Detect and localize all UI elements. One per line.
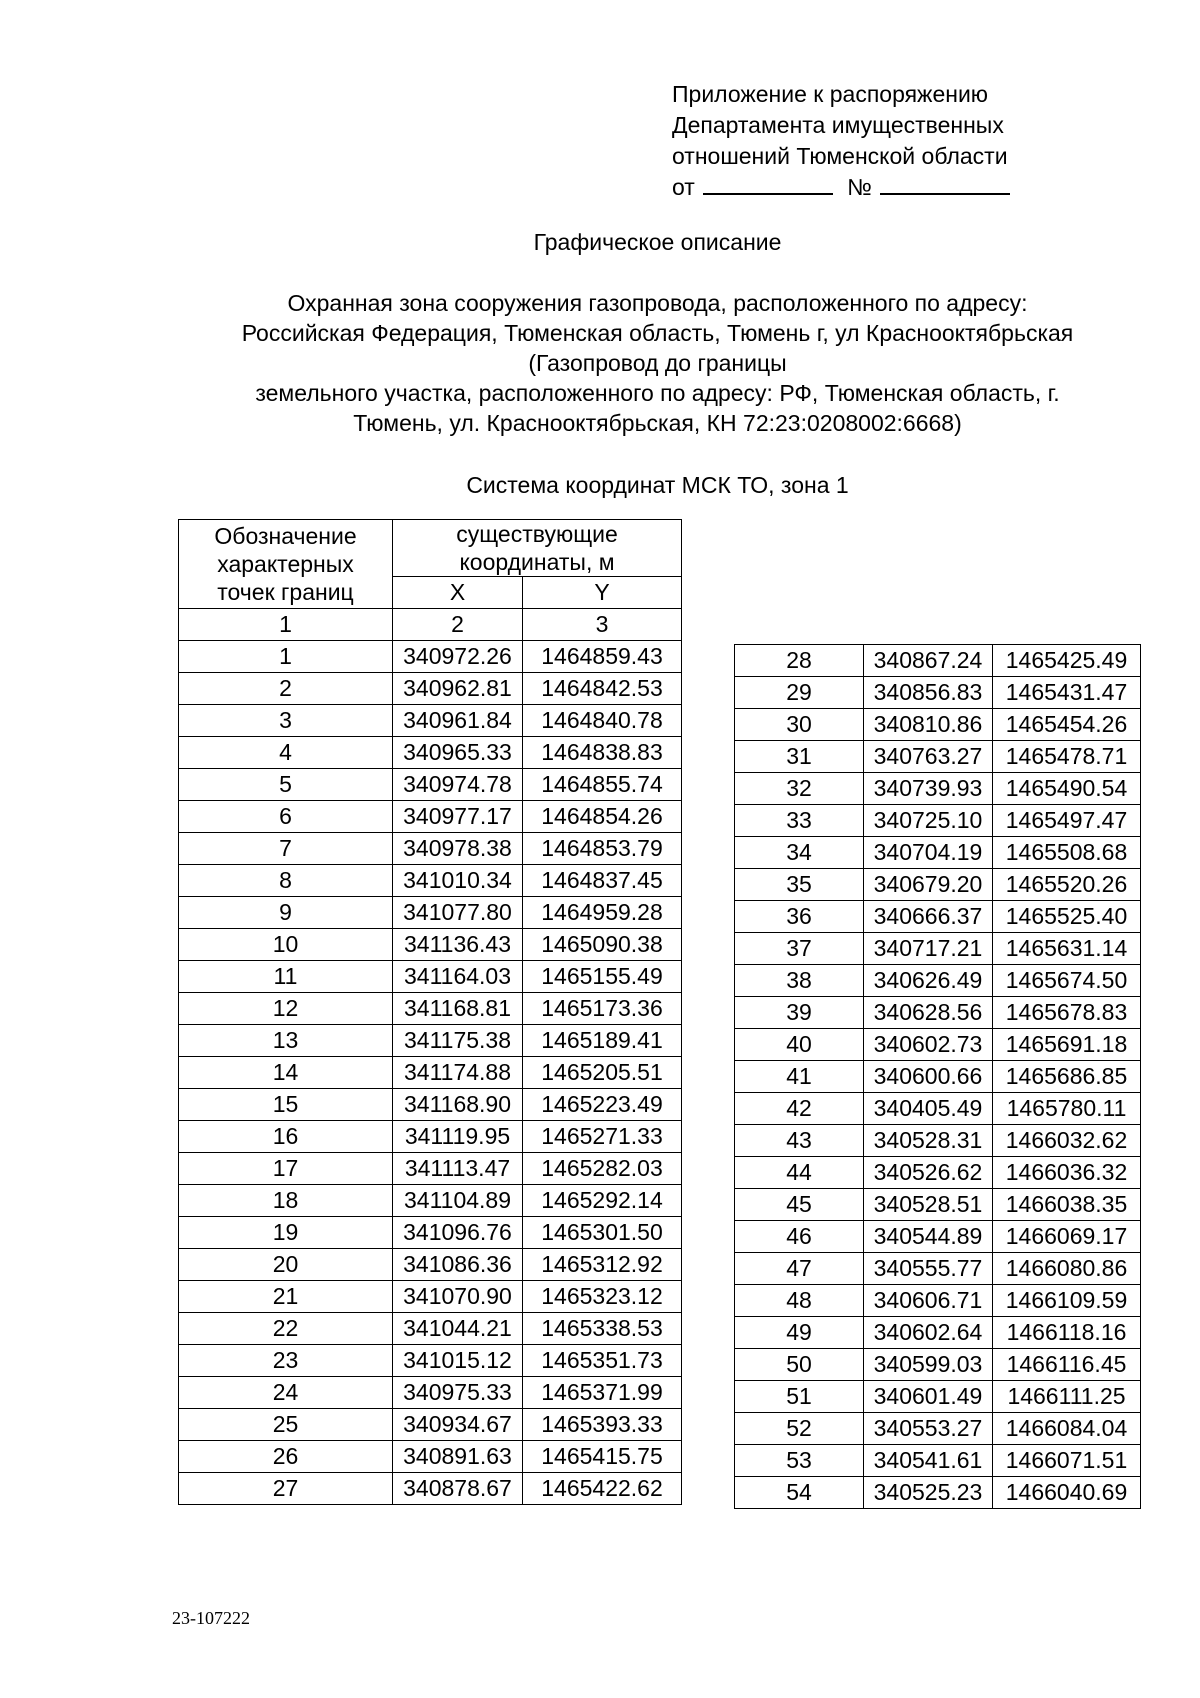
point-number-cell: 26 xyxy=(179,1441,393,1473)
y-coordinate-cell: 1465525.40 xyxy=(993,901,1141,933)
point-number-cell: 45 xyxy=(735,1189,864,1221)
header-existing-coordinates xyxy=(393,520,682,577)
y-coordinate-cell: 1464842.53 xyxy=(523,673,682,705)
y-coordinate-cell: 1465205.51 xyxy=(523,1057,682,1089)
x-coordinate-cell: 340541.61 xyxy=(864,1445,993,1477)
table-row xyxy=(179,641,682,673)
point-number-cell: 12 xyxy=(179,993,393,1025)
y-coordinate-cell: 1465338.53 xyxy=(523,1313,682,1345)
point-number-cell: 31 xyxy=(735,741,864,773)
y-coordinate-cell: 1465674.50 xyxy=(993,965,1141,997)
table-row xyxy=(735,1317,1141,1349)
date-blank xyxy=(703,173,833,195)
column-number: 1 xyxy=(179,609,393,641)
point-number-cell: 50 xyxy=(735,1349,864,1381)
point-number-cell: 22 xyxy=(179,1313,393,1345)
x-coordinate-cell: 340856.83 xyxy=(864,677,993,709)
x-coordinate-cell: 340679.20 xyxy=(864,869,993,901)
point-number-cell: 29 xyxy=(735,677,864,709)
y-coordinate-cell: 1465312.92 xyxy=(523,1249,682,1281)
y-coordinate-cell: 1465431.47 xyxy=(993,677,1141,709)
number-label: № xyxy=(847,174,872,200)
x-coordinate-cell: 340717.21 xyxy=(864,933,993,965)
point-number-cell: 42 xyxy=(735,1093,864,1125)
table-row xyxy=(735,1125,1141,1157)
x-coordinate-cell: 341010.34 xyxy=(393,865,523,897)
table-row xyxy=(735,709,1141,741)
appendix-line: Приложение к распоряжению xyxy=(672,81,989,107)
x-coordinate-cell: 340739.93 xyxy=(864,773,993,805)
y-coordinate-cell: 1465415.75 xyxy=(523,1441,682,1473)
header-text-line: точек границ xyxy=(217,579,354,605)
header-x: X xyxy=(393,577,523,609)
y-coordinate-cell: 1464859.43 xyxy=(523,641,682,673)
x-coordinate-cell: 340602.64 xyxy=(864,1317,993,1349)
y-coordinate-cell: 1465691.18 xyxy=(993,1029,1141,1061)
point-number-cell: 52 xyxy=(735,1413,864,1445)
point-number-cell: 37 xyxy=(735,933,864,965)
x-coordinate-cell: 340867.24 xyxy=(864,645,993,677)
x-coordinate-cell: 340978.38 xyxy=(393,833,523,865)
appendix-line: отношений Тюменской области xyxy=(672,143,1008,169)
x-coordinate-cell: 340526.62 xyxy=(864,1157,993,1189)
y-coordinate-cell: 1466080.86 xyxy=(993,1253,1141,1285)
y-coordinate-cell: 1465520.26 xyxy=(993,869,1141,901)
table-row xyxy=(179,993,682,1025)
table-row xyxy=(735,645,1141,677)
y-coordinate-cell: 1464855.74 xyxy=(523,769,682,801)
table-row xyxy=(735,1189,1141,1221)
x-coordinate-cell: 340725.10 xyxy=(864,805,993,837)
point-number-cell: 14 xyxy=(179,1057,393,1089)
x-coordinate-cell: 341119.95 xyxy=(393,1121,523,1153)
subject-block xyxy=(170,288,1145,438)
y-coordinate-cell: 1465686.85 xyxy=(993,1061,1141,1093)
table-row xyxy=(179,1473,682,1505)
x-coordinate-cell: 340606.71 xyxy=(864,1285,993,1317)
y-coordinate-cell: 1464854.26 xyxy=(523,801,682,833)
x-coordinate-cell: 340965.33 xyxy=(393,737,523,769)
x-coordinate-cell: 341168.90 xyxy=(393,1089,523,1121)
table-row xyxy=(735,901,1141,933)
y-coordinate-cell: 1465490.54 xyxy=(993,773,1141,805)
x-coordinate-cell: 341174.88 xyxy=(393,1057,523,1089)
point-number-cell: 21 xyxy=(179,1281,393,1313)
x-coordinate-cell: 341113.47 xyxy=(393,1153,523,1185)
point-number-cell: 53 xyxy=(735,1445,864,1477)
number-blank xyxy=(880,173,1010,195)
x-coordinate-cell: 341175.38 xyxy=(393,1025,523,1057)
point-number-cell: 5 xyxy=(179,769,393,801)
point-number-cell: 25 xyxy=(179,1409,393,1441)
point-number-cell: 13 xyxy=(179,1025,393,1057)
y-coordinate-cell: 1465223.49 xyxy=(523,1089,682,1121)
x-coordinate-cell: 341044.21 xyxy=(393,1313,523,1345)
point-number-cell: 49 xyxy=(735,1317,864,1349)
x-coordinate-cell: 340974.78 xyxy=(393,769,523,801)
point-number-cell: 15 xyxy=(179,1089,393,1121)
x-coordinate-cell: 340810.86 xyxy=(864,709,993,741)
table-row xyxy=(735,1221,1141,1253)
point-number-cell: 7 xyxy=(179,833,393,865)
point-number-cell: 54 xyxy=(735,1477,864,1509)
point-number-cell: 38 xyxy=(735,965,864,997)
x-coordinate-cell: 340666.37 xyxy=(864,901,993,933)
table-row xyxy=(735,1413,1141,1445)
header-point-designation xyxy=(179,520,393,609)
x-coordinate-cell: 340934.67 xyxy=(393,1409,523,1441)
point-number-cell: 36 xyxy=(735,901,864,933)
x-coordinate-cell: 341015.12 xyxy=(393,1345,523,1377)
table-row xyxy=(735,773,1141,805)
table-row xyxy=(179,1089,682,1121)
point-number-cell: 30 xyxy=(735,709,864,741)
document-code: 23-107222 xyxy=(172,1608,250,1628)
y-coordinate-cell: 1466111.25 xyxy=(993,1381,1141,1413)
x-coordinate-cell: 340972.26 xyxy=(393,641,523,673)
table-row xyxy=(179,1345,682,1377)
x-coordinate-cell: 341136.43 xyxy=(393,929,523,961)
table-row xyxy=(179,1057,682,1089)
x-coordinate-cell: 341104.89 xyxy=(393,1185,523,1217)
point-number-cell: 44 xyxy=(735,1157,864,1189)
y-coordinate-cell: 1465292.14 xyxy=(523,1185,682,1217)
x-coordinate-cell: 340405.49 xyxy=(864,1093,993,1125)
x-coordinate-cell: 340528.51 xyxy=(864,1189,993,1221)
point-number-cell: 10 xyxy=(179,929,393,961)
y-coordinate-cell: 1465393.33 xyxy=(523,1409,682,1441)
x-coordinate-cell: 340626.49 xyxy=(864,965,993,997)
y-coordinate-cell: 1465371.99 xyxy=(523,1377,682,1409)
point-number-cell: 28 xyxy=(735,645,864,677)
point-number-cell: 35 xyxy=(735,869,864,901)
column-number: 3 xyxy=(523,609,682,641)
subject-line: (Газопровод до границы xyxy=(528,350,787,376)
date-label: от xyxy=(672,174,695,200)
table-row xyxy=(179,961,682,993)
table-row xyxy=(179,865,682,897)
point-number-cell: 16 xyxy=(179,1121,393,1153)
y-coordinate-cell: 1465631.14 xyxy=(993,933,1141,965)
x-coordinate-cell: 341077.80 xyxy=(393,897,523,929)
table-row xyxy=(179,1441,682,1473)
y-coordinate-cell: 1464838.83 xyxy=(523,737,682,769)
x-coordinate-cell: 340602.73 xyxy=(864,1029,993,1061)
point-number-cell: 48 xyxy=(735,1285,864,1317)
y-coordinate-cell: 1465454.26 xyxy=(993,709,1141,741)
subject-line: Тюмень, ул. Краснооктябрьская, КН 72:23:0208002:6668) xyxy=(353,410,962,436)
y-coordinate-cell: 1465508.68 xyxy=(993,837,1141,869)
coordinates-table-left xyxy=(178,519,682,1505)
point-number-cell: 11 xyxy=(179,961,393,993)
y-coordinate-cell: 1465189.41 xyxy=(523,1025,682,1057)
x-coordinate-cell: 340977.17 xyxy=(393,801,523,833)
x-coordinate-cell: 340763.27 xyxy=(864,741,993,773)
y-coordinate-cell: 1465173.36 xyxy=(523,993,682,1025)
table-row xyxy=(735,741,1141,773)
table-row xyxy=(179,801,682,833)
table-row xyxy=(735,1061,1141,1093)
table-row xyxy=(735,1157,1141,1189)
point-number-cell: 46 xyxy=(735,1221,864,1253)
table-row xyxy=(179,769,682,801)
y-coordinate-cell: 1465478.71 xyxy=(993,741,1141,773)
header-text-line: координаты, м xyxy=(459,549,615,575)
x-coordinate-cell: 341096.76 xyxy=(393,1217,523,1249)
y-coordinate-cell: 1465271.33 xyxy=(523,1121,682,1153)
point-number-cell: 32 xyxy=(735,773,864,805)
x-coordinate-cell: 340600.66 xyxy=(864,1061,993,1093)
point-number-cell: 17 xyxy=(179,1153,393,1185)
x-coordinate-cell: 340544.89 xyxy=(864,1221,993,1253)
table-row xyxy=(179,673,682,705)
appendix-block xyxy=(672,79,1018,203)
y-coordinate-cell: 1465780.11 xyxy=(993,1093,1141,1125)
y-coordinate-cell: 1465155.49 xyxy=(523,961,682,993)
y-coordinate-cell: 1466071.51 xyxy=(993,1445,1141,1477)
point-number-cell: 3 xyxy=(179,705,393,737)
header-text-line: Обозначение xyxy=(214,523,357,549)
y-coordinate-cell: 1465090.38 xyxy=(523,929,682,961)
y-coordinate-cell: 1464840.78 xyxy=(523,705,682,737)
table-row xyxy=(735,1029,1141,1061)
point-number-cell: 33 xyxy=(735,805,864,837)
table-row xyxy=(179,1249,682,1281)
table-row xyxy=(735,1381,1141,1413)
point-number-cell: 39 xyxy=(735,997,864,1029)
x-coordinate-cell: 340553.27 xyxy=(864,1413,993,1445)
y-coordinate-cell: 1466069.17 xyxy=(993,1221,1141,1253)
table-row xyxy=(179,1377,682,1409)
table-row xyxy=(735,1285,1141,1317)
y-coordinate-cell: 1465497.47 xyxy=(993,805,1141,837)
x-coordinate-cell: 340528.31 xyxy=(864,1125,993,1157)
y-coordinate-cell: 1465323.12 xyxy=(523,1281,682,1313)
x-coordinate-cell: 340599.03 xyxy=(864,1349,993,1381)
y-coordinate-cell: 1466032.62 xyxy=(993,1125,1141,1157)
table-row xyxy=(735,1093,1141,1125)
table-row xyxy=(179,705,682,737)
table-row xyxy=(735,1349,1141,1381)
point-number-cell: 24 xyxy=(179,1377,393,1409)
x-coordinate-cell: 340525.23 xyxy=(864,1477,993,1509)
y-coordinate-cell: 1465282.03 xyxy=(523,1153,682,1185)
y-coordinate-cell: 1466116.45 xyxy=(993,1349,1141,1381)
table-row xyxy=(179,737,682,769)
x-coordinate-cell: 340601.49 xyxy=(864,1381,993,1413)
table-row xyxy=(735,997,1141,1029)
point-number-cell: 27 xyxy=(179,1473,393,1505)
header-text-line: существующие xyxy=(456,521,618,547)
point-number-cell: 6 xyxy=(179,801,393,833)
point-number-cell: 2 xyxy=(179,673,393,705)
table-row xyxy=(735,1477,1141,1509)
x-coordinate-cell: 340961.84 xyxy=(393,705,523,737)
coordinate-system-caption: Система координат МСК ТО, зона 1 xyxy=(466,472,849,498)
point-number-cell: 40 xyxy=(735,1029,864,1061)
table-row xyxy=(735,933,1141,965)
table-row xyxy=(179,1409,682,1441)
column-number: 2 xyxy=(393,609,523,641)
table-row xyxy=(735,805,1141,837)
y-coordinate-cell: 1465678.83 xyxy=(993,997,1141,1029)
y-coordinate-cell: 1465425.49 xyxy=(993,645,1141,677)
x-coordinate-cell: 340704.19 xyxy=(864,837,993,869)
x-coordinate-cell: 341086.36 xyxy=(393,1249,523,1281)
appendix-date-number-line xyxy=(672,172,1018,203)
table-row xyxy=(179,929,682,961)
point-number-cell: 1 xyxy=(179,641,393,673)
x-coordinate-cell: 340628.56 xyxy=(864,997,993,1029)
table-row xyxy=(179,1281,682,1313)
table-row xyxy=(179,1313,682,1345)
x-coordinate-cell: 341070.90 xyxy=(393,1281,523,1313)
point-number-cell: 19 xyxy=(179,1217,393,1249)
y-coordinate-cell: 1466109.59 xyxy=(993,1285,1141,1317)
appendix-line: Департамента имущественных xyxy=(672,112,1004,138)
point-number-cell: 34 xyxy=(735,837,864,869)
table-row xyxy=(735,677,1141,709)
header-text-line: характерных xyxy=(217,551,354,577)
x-coordinate-cell: 340975.33 xyxy=(393,1377,523,1409)
table-row xyxy=(735,1445,1141,1477)
point-number-cell: 23 xyxy=(179,1345,393,1377)
point-number-cell: 43 xyxy=(735,1125,864,1157)
table-row xyxy=(179,1185,682,1217)
table-row xyxy=(735,837,1141,869)
x-coordinate-cell: 341168.81 xyxy=(393,993,523,1025)
y-coordinate-cell: 1466038.35 xyxy=(993,1189,1141,1221)
x-coordinate-cell: 341164.03 xyxy=(393,961,523,993)
point-number-cell: 20 xyxy=(179,1249,393,1281)
y-coordinate-cell: 1466040.69 xyxy=(993,1477,1141,1509)
table-row xyxy=(735,1253,1141,1285)
table-row xyxy=(179,1153,682,1185)
column-number-row xyxy=(179,609,682,641)
y-coordinate-cell: 1465301.50 xyxy=(523,1217,682,1249)
table-row xyxy=(179,897,682,929)
x-coordinate-cell: 340555.77 xyxy=(864,1253,993,1285)
point-number-cell: 51 xyxy=(735,1381,864,1413)
table-row xyxy=(179,1025,682,1057)
coordinates-table-right xyxy=(734,644,1141,1509)
point-number-cell: 18 xyxy=(179,1185,393,1217)
table-row xyxy=(179,1121,682,1153)
table-row xyxy=(735,965,1141,997)
x-coordinate-cell: 340891.63 xyxy=(393,1441,523,1473)
table-header-row xyxy=(179,520,682,577)
table-row xyxy=(735,869,1141,901)
table-row xyxy=(179,833,682,865)
y-coordinate-cell: 1464837.45 xyxy=(523,865,682,897)
point-number-cell: 8 xyxy=(179,865,393,897)
table-row xyxy=(179,1217,682,1249)
point-number-cell: 41 xyxy=(735,1061,864,1093)
y-coordinate-cell: 1464959.28 xyxy=(523,897,682,929)
subject-line: Российская Федерация, Тюменская область, Тюмень г, ул Краснооктябрьская xyxy=(241,320,1074,346)
y-coordinate-cell: 1465351.73 xyxy=(523,1345,682,1377)
subject-line: земельного участка, расположенного по адресу: РФ, Тюменская область, г. xyxy=(255,380,1060,406)
document-title: Графическое описание xyxy=(533,229,782,255)
header-y: Y xyxy=(523,577,682,609)
subject-line: Охранная зона сооружения газопровода, расположенного по адресу: xyxy=(287,290,1028,316)
y-coordinate-cell: 1466118.16 xyxy=(993,1317,1141,1349)
point-number-cell: 4 xyxy=(179,737,393,769)
point-number-cell: 9 xyxy=(179,897,393,929)
y-coordinate-cell: 1465422.62 xyxy=(523,1473,682,1505)
y-coordinate-cell: 1466036.32 xyxy=(993,1157,1141,1189)
y-coordinate-cell: 1466084.04 xyxy=(993,1413,1141,1445)
x-coordinate-cell: 340878.67 xyxy=(393,1473,523,1505)
point-number-cell: 47 xyxy=(735,1253,864,1285)
y-coordinate-cell: 1464853.79 xyxy=(523,833,682,865)
x-coordinate-cell: 340962.81 xyxy=(393,673,523,705)
